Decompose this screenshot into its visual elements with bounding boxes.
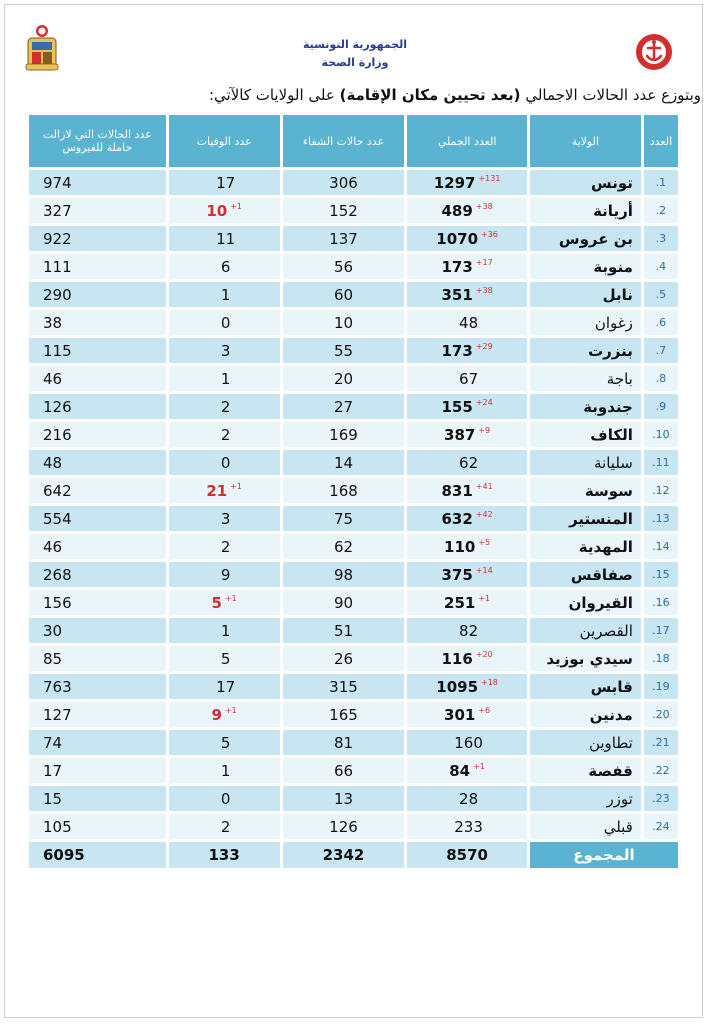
row-total-cell <box>407 758 527 783</box>
row-total-increment: +18 <box>481 677 498 687</box>
row-total: 489 <box>441 201 473 220</box>
table-row <box>29 478 678 503</box>
table-row <box>29 590 678 615</box>
table-row <box>29 674 678 699</box>
row-deaths-cell <box>169 674 280 699</box>
row-active: 48 <box>29 450 166 475</box>
row-total-cell <box>407 254 527 279</box>
sum-total: 8570 <box>407 842 527 868</box>
table-row <box>29 534 678 559</box>
row-active: 290 <box>29 282 166 307</box>
table-row <box>29 282 678 307</box>
row-total-cell <box>407 562 527 587</box>
header-governorate: الولاية <box>530 115 641 167</box>
row-governorate: المهدية <box>530 534 641 559</box>
row-recovered: 60 <box>283 282 405 307</box>
table-row <box>29 394 678 419</box>
row-deaths: 17 <box>216 173 236 192</box>
table-body <box>29 170 678 839</box>
row-deaths: 1 <box>220 285 231 304</box>
row-index: 7. <box>644 338 678 363</box>
row-total-cell <box>407 478 527 503</box>
row-active: 111 <box>29 254 166 279</box>
row-deaths: 2 <box>220 425 231 444</box>
row-active: 327 <box>29 198 166 223</box>
row-total: 48 <box>459 313 479 332</box>
row-total: 831 <box>441 481 473 500</box>
row-total-cell <box>407 618 527 643</box>
header-recovered: عدد حالات الشفاء <box>283 115 405 167</box>
row-total-cell <box>407 310 527 335</box>
row-total-increment: +131 <box>478 173 501 183</box>
row-index: 9. <box>644 394 678 419</box>
row-governorate: سليانة <box>530 450 641 475</box>
row-recovered: 81 <box>283 730 405 755</box>
table-row <box>29 338 678 363</box>
row-governorate: سوسة <box>530 478 641 503</box>
row-deaths: 17 <box>216 677 236 696</box>
row-total-increment: +6 <box>478 705 491 715</box>
row-deaths: 0 <box>220 453 231 472</box>
row-total-increment: +17 <box>475 257 493 267</box>
row-index: 1. <box>644 170 678 195</box>
row-recovered: 62 <box>283 534 405 559</box>
row-active: 46 <box>29 534 166 559</box>
row-index: 8. <box>644 366 678 391</box>
row-governorate: زغوان <box>530 310 641 335</box>
row-governorate: صفاقس <box>530 562 641 587</box>
row-index: 18. <box>644 646 678 671</box>
row-deaths-cell <box>169 590 280 615</box>
row-deaths-increment: +1 <box>224 593 237 603</box>
table-row <box>29 702 678 727</box>
table-row <box>29 170 678 195</box>
row-index: 20. <box>644 702 678 727</box>
row-total-cell <box>407 702 527 727</box>
row-governorate: بن عروس <box>530 226 641 251</box>
row-deaths-cell <box>169 310 280 335</box>
row-total: 1095 <box>436 677 479 696</box>
row-total-cell <box>407 590 527 615</box>
row-total-increment: +1 <box>478 593 491 603</box>
row-governorate: تونس <box>530 170 641 195</box>
row-total-cell <box>407 534 527 559</box>
row-active: 763 <box>29 674 166 699</box>
row-deaths: 5 <box>211 593 222 612</box>
row-index: 6. <box>644 310 678 335</box>
row-total-increment: +14 <box>475 565 493 575</box>
row-deaths: 10 <box>206 201 228 220</box>
row-recovered: 165 <box>283 702 405 727</box>
row-total: 173 <box>441 341 473 360</box>
table-row <box>29 814 678 839</box>
row-deaths-cell <box>169 338 280 363</box>
table-row <box>29 730 678 755</box>
cases-by-governorate-table <box>26 112 681 871</box>
row-total-increment: +5 <box>478 537 491 547</box>
row-total: 375 <box>441 565 473 584</box>
row-deaths: 2 <box>220 817 231 836</box>
row-total: 67 <box>459 369 479 388</box>
row-recovered: 10 <box>283 310 405 335</box>
row-index: 13. <box>644 506 678 531</box>
row-active: 115 <box>29 338 166 363</box>
row-deaths-cell <box>169 478 280 503</box>
sum-label: المجموع <box>530 842 678 868</box>
row-deaths-cell <box>169 366 280 391</box>
table-row <box>29 506 678 531</box>
table-row <box>29 646 678 671</box>
row-deaths: 21 <box>206 481 228 500</box>
row-total-increment: +38 <box>475 285 493 295</box>
row-deaths: 0 <box>220 313 231 332</box>
row-recovered: 13 <box>283 786 405 811</box>
row-deaths-cell <box>169 618 280 643</box>
table-row <box>29 366 678 391</box>
row-governorate: تطاوين <box>530 730 641 755</box>
row-recovered: 75 <box>283 506 405 531</box>
intro-text-bold: (بعد تحيين مكان الإقامة) <box>339 86 521 104</box>
row-active: 30 <box>29 618 166 643</box>
row-recovered: 55 <box>283 338 405 363</box>
row-recovered: 26 <box>283 646 405 671</box>
row-active: 38 <box>29 310 166 335</box>
row-deaths-cell <box>169 170 280 195</box>
row-deaths-cell <box>169 646 280 671</box>
row-total: 173 <box>441 257 473 276</box>
row-total-cell <box>407 646 527 671</box>
row-deaths-cell <box>169 702 280 727</box>
row-recovered: 14 <box>283 450 405 475</box>
row-deaths-cell <box>169 758 280 783</box>
row-total-increment: +1 <box>473 761 485 771</box>
row-active: 126 <box>29 394 166 419</box>
row-index: 24. <box>644 814 678 839</box>
row-total-increment: +9 <box>478 425 491 435</box>
row-recovered: 137 <box>283 226 405 251</box>
health-ministry-anchor-icon <box>634 32 674 72</box>
row-total: 632 <box>441 509 473 528</box>
table-sum-row <box>29 842 678 868</box>
row-active: 974 <box>29 170 166 195</box>
row-deaths-cell <box>169 786 280 811</box>
row-total-cell <box>407 730 527 755</box>
intro-sentence <box>209 86 701 104</box>
row-total-cell <box>407 450 527 475</box>
row-deaths-cell <box>169 506 280 531</box>
row-deaths: 11 <box>216 229 236 248</box>
row-governorate: القصرين <box>530 618 641 643</box>
row-total-increment: +20 <box>475 649 493 659</box>
row-index: 11. <box>644 450 678 475</box>
row-governorate: باجة <box>530 366 641 391</box>
row-deaths-cell <box>169 422 280 447</box>
row-total-increment: +24 <box>475 397 493 407</box>
row-deaths-cell <box>169 450 280 475</box>
row-recovered: 20 <box>283 366 405 391</box>
row-active: 127 <box>29 702 166 727</box>
row-active: 642 <box>29 478 166 503</box>
row-governorate: قابس <box>530 674 641 699</box>
row-total-cell <box>407 786 527 811</box>
row-total-cell <box>407 170 527 195</box>
row-total-cell <box>407 366 527 391</box>
table-row <box>29 450 678 475</box>
row-total: 387 <box>444 425 476 444</box>
row-governorate: القيروان <box>530 590 641 615</box>
row-index: 21. <box>644 730 678 755</box>
row-index: 4. <box>644 254 678 279</box>
row-index: 15. <box>644 562 678 587</box>
sum-recovered: 2342 <box>283 842 405 868</box>
row-index: 2. <box>644 198 678 223</box>
row-recovered: 306 <box>283 170 405 195</box>
row-deaths-cell <box>169 394 280 419</box>
row-active: 17 <box>29 758 166 783</box>
row-deaths: 1 <box>220 369 231 388</box>
row-governorate: توزر <box>530 786 641 811</box>
row-deaths-increment: +1 <box>224 705 237 715</box>
row-governorate: قبلي <box>530 814 641 839</box>
row-index: 5. <box>644 282 678 307</box>
table-row <box>29 786 678 811</box>
table-row <box>29 422 678 447</box>
row-deaths-cell <box>169 226 280 251</box>
row-governorate: أريانة <box>530 198 641 223</box>
row-governorate: قفصة <box>530 758 641 783</box>
row-active: 922 <box>29 226 166 251</box>
row-index: 12. <box>644 478 678 503</box>
row-index: 23. <box>644 786 678 811</box>
row-total: 28 <box>459 789 479 808</box>
row-deaths-cell <box>169 198 280 223</box>
row-total-cell <box>407 282 527 307</box>
row-total-cell <box>407 674 527 699</box>
row-governorate: سيدي بوزيد <box>530 646 641 671</box>
row-active: 46 <box>29 366 166 391</box>
ministry-name: وزارة الصحة <box>321 56 389 69</box>
row-total: 82 <box>459 621 479 640</box>
intro-text-after: على الولايات كالآتي: <box>208 86 340 104</box>
row-governorate: جندوبة <box>530 394 641 419</box>
ministry-title-block <box>290 36 420 72</box>
row-recovered: 51 <box>283 618 405 643</box>
row-governorate: منوبة <box>530 254 641 279</box>
row-deaths-cell <box>169 254 280 279</box>
row-active: 268 <box>29 562 166 587</box>
row-active: 554 <box>29 506 166 531</box>
row-deaths: 3 <box>220 509 231 528</box>
row-recovered: 169 <box>283 422 405 447</box>
row-total: 155 <box>441 397 473 416</box>
row-active: 105 <box>29 814 166 839</box>
row-index: 16. <box>644 590 678 615</box>
row-active: 216 <box>29 422 166 447</box>
row-deaths: 2 <box>220 397 231 416</box>
row-total: 1297 <box>433 173 476 192</box>
row-total: 301 <box>444 705 476 724</box>
row-total: 110 <box>444 537 476 556</box>
row-deaths: 9 <box>220 565 231 584</box>
row-deaths-increment: +1 <box>230 481 242 491</box>
row-total-increment: +42 <box>475 509 493 519</box>
sum-deaths: 133 <box>169 842 280 868</box>
table-row <box>29 254 678 279</box>
row-index: 17. <box>644 618 678 643</box>
row-recovered: 315 <box>283 674 405 699</box>
row-recovered: 126 <box>283 814 405 839</box>
row-deaths-cell <box>169 730 280 755</box>
row-total: 62 <box>459 453 479 472</box>
header-index: العدد <box>644 115 678 167</box>
table-row <box>29 310 678 335</box>
table-row <box>29 758 678 783</box>
row-index: 10. <box>644 422 678 447</box>
row-deaths: 0 <box>220 789 231 808</box>
row-total: 251 <box>444 593 476 612</box>
row-governorate: المنستير <box>530 506 641 531</box>
document-header <box>0 10 709 80</box>
row-total-increment: +41 <box>475 481 493 491</box>
row-recovered: 90 <box>283 590 405 615</box>
row-index: 19. <box>644 674 678 699</box>
row-deaths: 6 <box>220 257 231 276</box>
row-total-cell <box>407 226 527 251</box>
row-index: 3. <box>644 226 678 251</box>
row-recovered: 168 <box>283 478 405 503</box>
row-deaths: 5 <box>220 733 231 752</box>
row-governorate: الكاف <box>530 422 641 447</box>
row-active: 74 <box>29 730 166 755</box>
row-total-cell <box>407 506 527 531</box>
row-deaths: 3 <box>220 341 231 360</box>
row-total-increment: +29 <box>475 341 493 351</box>
row-total-cell <box>407 814 527 839</box>
row-deaths: 9 <box>211 705 222 724</box>
sum-active: 6095 <box>29 842 166 868</box>
row-active: 85 <box>29 646 166 671</box>
row-total-increment: +36 <box>481 229 498 239</box>
row-deaths: 1 <box>220 761 231 780</box>
row-recovered: 66 <box>283 758 405 783</box>
row-recovered: 152 <box>283 198 405 223</box>
row-deaths: 5 <box>220 649 231 668</box>
row-total-cell <box>407 394 527 419</box>
table-row <box>29 562 678 587</box>
table-row <box>29 618 678 643</box>
intro-text-before: وبتوزع عدد الحالات الاجمالي <box>520 86 701 104</box>
row-total-cell <box>407 338 527 363</box>
row-total: 160 <box>454 733 483 752</box>
header-active: عدد الحالات التي لازالت حاملة للفيروس <box>29 115 166 167</box>
row-deaths-cell <box>169 282 280 307</box>
row-total: 84 <box>449 761 471 780</box>
row-total: 233 <box>454 817 483 836</box>
row-deaths: 2 <box>220 537 231 556</box>
row-deaths-increment: +1 <box>230 201 242 211</box>
row-deaths-cell <box>169 562 280 587</box>
row-total: 116 <box>441 649 473 668</box>
row-total-increment: +38 <box>475 201 493 211</box>
row-active: 15 <box>29 786 166 811</box>
republic-name: الجمهورية التونسية <box>302 38 408 51</box>
row-governorate: بنزرت <box>530 338 641 363</box>
header-total: العدد الجملي <box>407 115 527 167</box>
row-total-cell <box>407 198 527 223</box>
row-total: 1070 <box>436 229 479 248</box>
table-row <box>29 226 678 251</box>
table-header-row <box>29 115 678 167</box>
row-active: 156 <box>29 590 166 615</box>
row-total-cell <box>407 422 527 447</box>
row-governorate: مدنين <box>530 702 641 727</box>
row-index: 22. <box>644 758 678 783</box>
tunisia-coat-of-arms-icon <box>24 24 60 76</box>
table-row <box>29 198 678 223</box>
row-recovered: 98 <box>283 562 405 587</box>
row-governorate: نابل <box>530 282 641 307</box>
row-deaths-cell <box>169 814 280 839</box>
row-index: 14. <box>644 534 678 559</box>
row-total: 351 <box>441 285 473 304</box>
row-deaths-cell <box>169 534 280 559</box>
row-recovered: 27 <box>283 394 405 419</box>
header-deaths: عدد الوفيات <box>169 115 280 167</box>
row-recovered: 56 <box>283 254 405 279</box>
row-deaths: 1 <box>220 621 231 640</box>
